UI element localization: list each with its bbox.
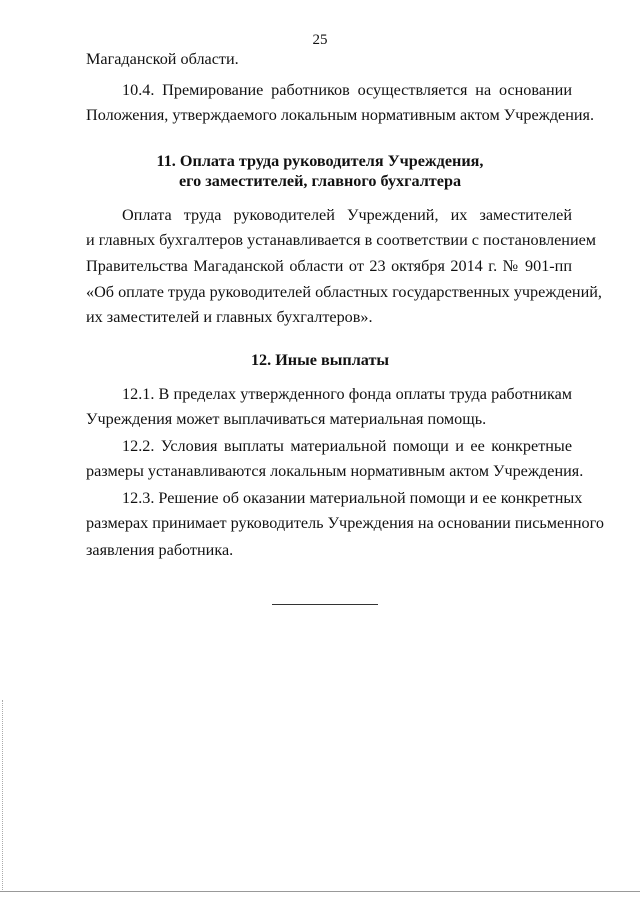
- paragraph-10-4-line: 10.4. Премирование работников осуществляется на основании: [122, 81, 572, 99]
- scan-margin-line: [2, 700, 3, 890]
- paragraph-12-1-line: 12.1. В пределах утвержденного фонда оплаты труда работникам: [122, 385, 572, 403]
- paragraph-12-1-line: Учреждения может выплачиваться материальная помощь.: [86, 410, 487, 428]
- section-11-heading: 11. Оплата труда руководителя Учреждения,: [156, 152, 484, 170]
- paragraph-12-2-line: размеры устанавливаются локальным нормативным актом Учреждения.: [86, 462, 584, 480]
- paragraph-line: Магаданской области.: [86, 50, 239, 68]
- section-11-body-line: Оплата труда руководителей Учреждений, их заместителей: [122, 206, 572, 224]
- section-11-body-line: «Об оплате труда руководителей областных государственных учреждений,: [86, 283, 602, 301]
- paragraph-12-3-line: 12.3. Решение об оказании материальной помощи и ее конкретных: [122, 489, 583, 507]
- section-11-body-line: и главных бухгалтеров устанавливается в соответствии с постановлением: [86, 231, 597, 249]
- paragraph-12-3-line: заявления работника.: [86, 541, 234, 559]
- paragraph-10-4-line: Положения, утверждаемого локальным нормативным актом Учреждения.: [86, 106, 595, 124]
- section-11-heading-continued: его заместителей, главного бухгалтера: [178, 172, 462, 190]
- paragraph-12-2-line: 12.2. Условия выплаты материальной помощи и ее конкретные: [122, 437, 572, 455]
- section-12-heading: 12. Иные выплаты: [250, 351, 390, 369]
- end-separator-line: [272, 604, 378, 605]
- paragraph-12-3-line: размерах принимает руководитель Учреждения на основании письменного: [86, 514, 604, 532]
- section-11-body-line: их заместителей и главных бухгалтеров».: [86, 308, 373, 326]
- section-11-body-line: Правительства Магаданской области от 23 октября 2014 г. № 901-пп: [86, 257, 572, 275]
- page-number: 25: [312, 32, 328, 48]
- scan-bottom-edge: [0, 891, 640, 892]
